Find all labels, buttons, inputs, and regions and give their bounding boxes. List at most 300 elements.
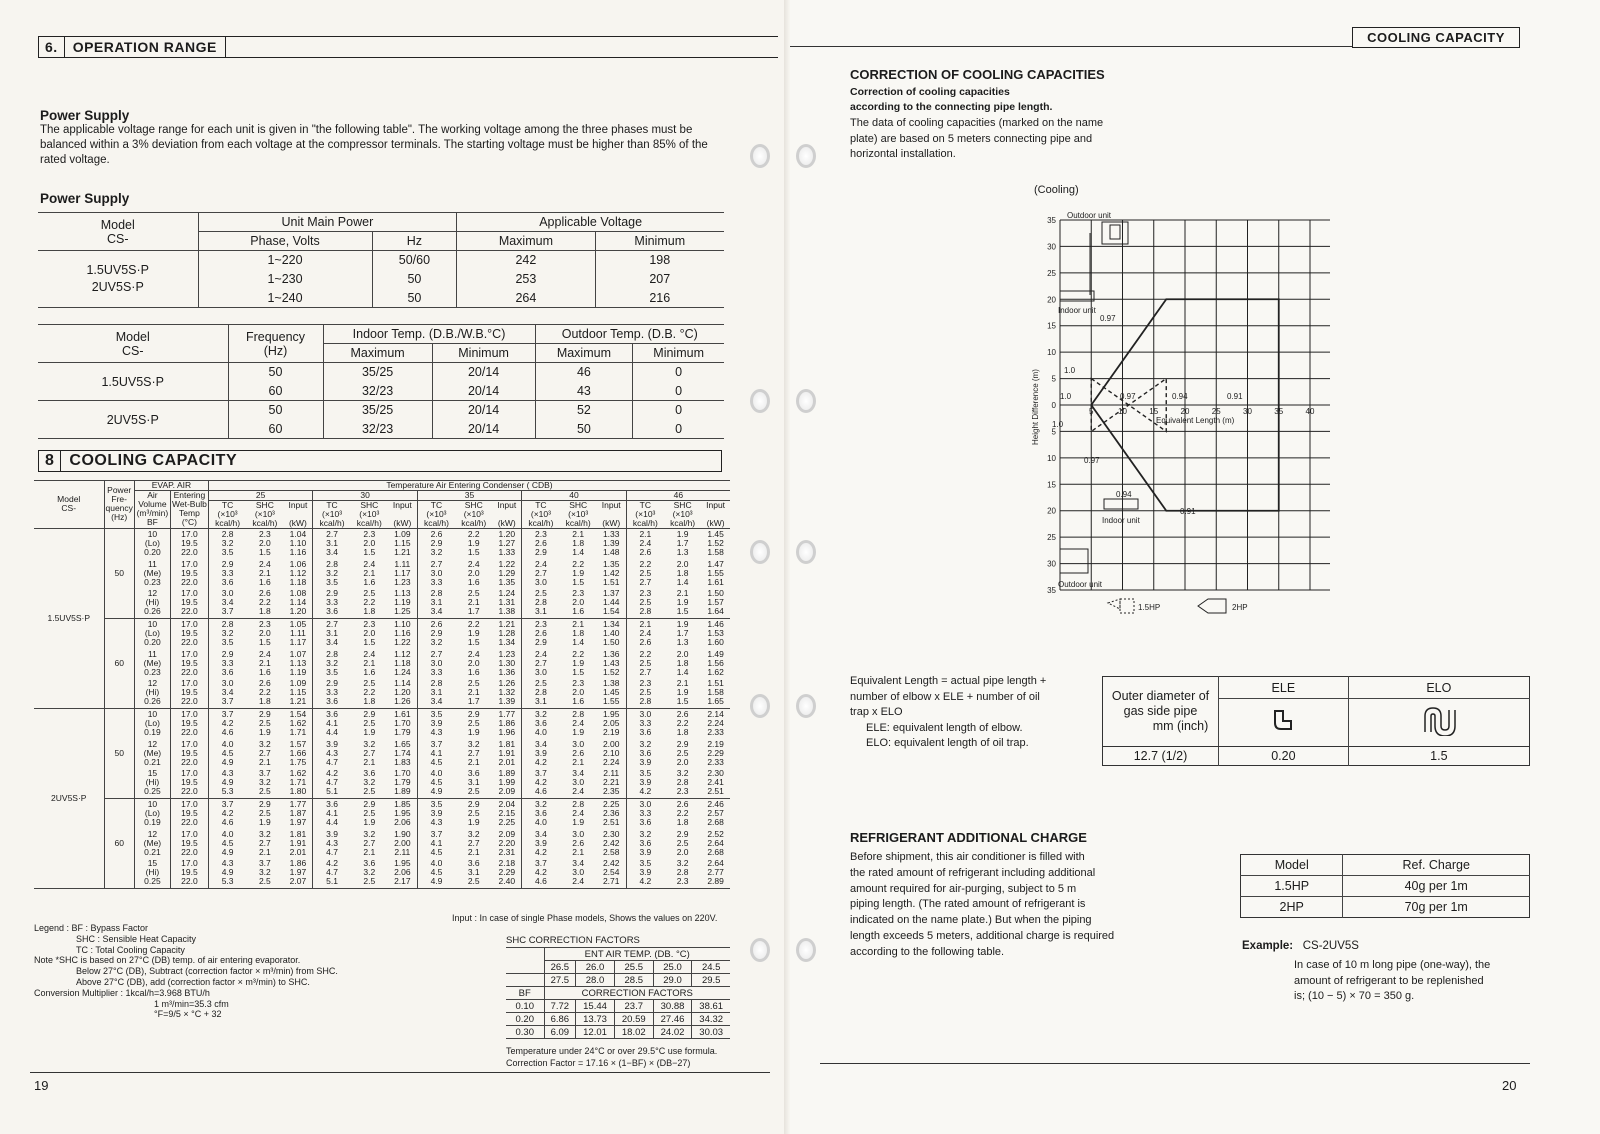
cap-value-line: 4.0: [221, 738, 234, 749]
cap-sub-head: Input: [497, 499, 517, 510]
legend-line: SHC : Sensible Heat Capacity: [76, 933, 197, 944]
cap-value: [313, 678, 351, 708]
cap-freq: 50: [104, 528, 134, 618]
cap-value-line: 3.2: [535, 708, 547, 719]
footer-rule-right: [820, 1063, 1530, 1064]
ref-line: amount required for air-purging, subject to 5 m: [850, 882, 1077, 895]
cap-value-line: 1.54: [602, 606, 620, 617]
cap-value-line: 2.9: [676, 738, 689, 749]
cap-value-line: 2.9: [258, 708, 271, 719]
cap-value-line: 4.2: [639, 786, 652, 797]
shc-cell: 6.86: [544, 1013, 576, 1026]
table-row: [34, 828, 730, 858]
section6-number: 6.: [39, 37, 65, 57]
cap-volume: [134, 618, 170, 648]
shc-db: 24.5: [692, 961, 730, 974]
cap-value-line: 3.4: [572, 858, 585, 869]
cap-value-line: 3.2: [535, 798, 547, 809]
cap-value-line: 2.7: [326, 528, 338, 539]
cap-value: [388, 738, 417, 768]
cap-value-line: 1.9: [572, 726, 585, 737]
cap-value-line: 4.0: [430, 768, 443, 779]
cap-value: [388, 588, 417, 618]
cap-value-line: 2.64: [707, 837, 724, 848]
cap-value-line: 2.8: [326, 558, 338, 569]
cap-unit-head: (kW): [497, 517, 516, 528]
shc-blank: [506, 974, 544, 987]
cap-volume-line: (Lo): [144, 717, 160, 728]
cap-value-line: 2.1: [467, 687, 480, 698]
header-rule: [790, 46, 1352, 47]
section8-header: [38, 450, 722, 472]
cap-value-line: 1.22: [394, 636, 411, 647]
ref-line: the rated amount of refrigerant including additional: [850, 866, 1096, 879]
factor-label: 0.94: [1116, 490, 1132, 499]
cap-value-line: 1.17: [394, 567, 411, 578]
cap-value-line: 2.9: [221, 648, 234, 659]
cap-value: [313, 528, 351, 558]
cap-value-line: 3.1: [535, 606, 547, 617]
cap-value-line: 3.6: [639, 837, 652, 848]
cap-value-line: 3.3: [639, 717, 652, 728]
cap-value-line: 1.5: [676, 696, 689, 707]
cap-value-line: 1.6: [467, 576, 480, 587]
cap-value: [455, 798, 492, 828]
section6-title: OPERATION RANGE: [65, 37, 226, 57]
cap-volume: [134, 768, 170, 798]
cap-value-line: 1.57: [289, 738, 307, 749]
cap-value-line: 1.36: [498, 666, 516, 677]
cap-value-line: 3.6: [326, 696, 338, 707]
cap-value-line: 5.1: [326, 786, 338, 797]
cap-value-line: 1.19: [289, 666, 307, 677]
cap-volume-line: 12: [147, 738, 158, 749]
cap-value-line: 3.6: [221, 666, 234, 677]
cap-value-line: 2.7: [326, 618, 338, 629]
cap-value-line: 3.2: [258, 738, 271, 749]
tt-min-head-2: Minimum: [633, 344, 724, 363]
cap-unit-head: (×10³: [359, 508, 380, 519]
cap-value-line: 1.38: [498, 606, 516, 617]
x-tick-label: 25: [1211, 407, 1221, 416]
cap-value-line: 4.5: [221, 747, 234, 758]
cap-value-line: 2.6: [676, 708, 689, 719]
cap-wetbulb-line: 22.0: [181, 756, 198, 767]
cap-value-line: 2.8: [572, 798, 585, 809]
cap-value-line: 2.2: [572, 558, 585, 569]
cap-volume-line: 0.21: [144, 756, 161, 767]
cap-value-line: 2.1: [639, 618, 652, 629]
cap-value-line: 1.39: [498, 696, 516, 707]
cap-value-line: 4.2: [221, 807, 234, 818]
cap-volume: [134, 798, 170, 828]
cap-value: [522, 588, 560, 618]
cap-value-line: 1.32: [498, 687, 516, 698]
shc-db2: 28.0: [576, 974, 615, 987]
cap-model-head: Model CS-: [57, 494, 81, 514]
cap-value-line: 1.87: [289, 807, 307, 818]
cap-sub-head: SHC: [673, 499, 692, 510]
cap-value: [664, 618, 701, 648]
cap-value-line: 2.8: [639, 696, 652, 707]
cap-wetbulb-line: 19.5: [181, 717, 198, 728]
cap-value-line: 1.07: [289, 648, 307, 659]
cap-value-line: 3.5: [639, 768, 652, 779]
shc-db2: 29.5: [692, 974, 730, 987]
cap-value-line: 1.4: [572, 546, 585, 557]
factor-label: 0.97: [1084, 456, 1100, 465]
cap-value: [313, 798, 351, 828]
cap-unit-head: (kW): [288, 517, 307, 528]
cap-value-line: 3.6: [326, 798, 338, 809]
cap-value-line: 1.8: [258, 606, 271, 617]
correction-title: CORRECTION OF COOLING CAPACITIES: [850, 67, 1105, 82]
ps-min-head: Minimum: [595, 232, 724, 251]
cap-value-line: 3.9: [639, 867, 652, 878]
tt-max-head: Maximum: [323, 344, 432, 363]
cap-value-line: 2.9: [221, 558, 234, 569]
cap-value-line: 3.4: [535, 828, 547, 839]
y-tick-label: 10: [1047, 348, 1056, 358]
cap-value: [313, 738, 351, 768]
cap-wetbulb-line: 19.5: [181, 867, 198, 878]
cap-value-line: 1.30: [498, 657, 516, 668]
right-page: [790, 0, 1600, 1134]
cap-value-line: 2.24: [602, 756, 620, 767]
binder-hole: [796, 144, 816, 168]
cap-value: [351, 858, 388, 888]
cap-value-line: 2.0: [676, 558, 689, 569]
cap-value-line: 1.31: [498, 597, 516, 608]
cap-temp-40: 40: [522, 490, 626, 500]
cap-value-line: 2.1: [363, 567, 376, 578]
factor-label: 0.97: [1100, 314, 1116, 323]
cap-value-line: 1.50: [602, 636, 620, 647]
cap-value-line: 2.19: [707, 738, 724, 749]
cap-value-line: 4.3: [326, 837, 338, 848]
cap-wetbulb: [170, 588, 208, 618]
cap-value-line: 2.1: [258, 567, 271, 578]
cap-value-line: 3.5: [639, 858, 652, 869]
ps-cell: 207: [595, 270, 724, 289]
cap-value: [313, 828, 351, 858]
cap-wetbulb-line: 17.0: [181, 858, 198, 869]
cap-value-line: 2.1: [572, 528, 585, 539]
cap-value-line: 2.25: [602, 798, 620, 809]
cap-value-line: 1.04: [289, 528, 307, 539]
cap-value-line: 1.6: [363, 576, 376, 587]
cap-value-line: 2.2: [258, 597, 271, 608]
cap-value-line: 3.6: [535, 807, 547, 818]
cap-value-line: 1.33: [602, 528, 620, 539]
binder-hole: [796, 540, 816, 564]
cap-value-line: 1.09: [289, 678, 307, 689]
cap-value-line: 3.7: [258, 768, 271, 779]
cap-value: [522, 858, 560, 888]
cap-value: [313, 648, 351, 678]
cap-air-head: Air Volume (m³/min) BF: [134, 490, 170, 528]
cap-value-line: 1.81: [498, 738, 516, 749]
cap-value-line: 4.9: [221, 777, 234, 788]
legend-line: Above 27°C (DB), add (correction factor × m³/min) to SHC.: [76, 976, 310, 987]
cap-value-line: 2.1: [363, 756, 376, 767]
cap-value-line: 1.4: [676, 666, 689, 677]
elo-head: ELO: [1348, 677, 1529, 699]
y-tick-label: 5: [1051, 374, 1056, 384]
cap-value-line: 2.0: [363, 537, 376, 548]
table-row: [34, 648, 730, 678]
cap-value-line: 4.9: [430, 786, 443, 797]
chart-title: (Cooling): [1034, 184, 1079, 196]
cap-value-line: 2.9: [535, 636, 547, 647]
binder-hole: [750, 938, 770, 962]
cap-value-line: 2.4: [639, 537, 652, 548]
cap-value-line: 2.6: [639, 636, 652, 647]
ps-cell: 50: [372, 270, 457, 289]
cap-value-line: 1.52: [707, 537, 724, 548]
equiv-line: trap x ELO: [850, 706, 903, 718]
refrigerant-title: REFRIGERANT ADDITIONAL CHARGE: [850, 830, 1087, 845]
cap-value-line: 1.24: [394, 666, 411, 677]
cap-value-line: 4.5: [221, 837, 234, 848]
cap-value-line: 1.5: [467, 546, 480, 557]
cap-value: [664, 648, 701, 678]
cap-value: [313, 618, 351, 648]
cap-value: [664, 828, 701, 858]
cap-value: [560, 528, 597, 558]
cap-value-line: 1.91: [289, 837, 307, 848]
y-axis-label: Height Difference (m): [1031, 369, 1040, 445]
cap-value-line: 3.2: [639, 828, 652, 839]
cap-value: [664, 738, 701, 768]
cap-value-line: 4.3: [326, 747, 338, 758]
cap-value-line: 1.7: [467, 696, 480, 707]
cap-value: [313, 858, 351, 888]
cap-unit-head: kcal/h): [208, 519, 246, 528]
cap-value-line: 2.6: [639, 546, 652, 557]
cap-value-line: 2.71: [602, 876, 620, 887]
cap-value-line: 2.1: [676, 678, 689, 689]
tt-cell: 32/23: [323, 382, 432, 401]
shc-cell: 27.46: [653, 1013, 692, 1026]
cap-value: [560, 678, 597, 708]
legend-2hp-icon: [1198, 599, 1226, 613]
cap-value-line: 2.5: [535, 588, 547, 599]
cap-value: [388, 708, 417, 738]
cap-unit-head: kcal/h): [626, 519, 664, 528]
cap-value-line: 1.46: [707, 618, 724, 629]
cap-volume-line: (Lo): [144, 627, 160, 638]
table-row: [506, 1013, 730, 1026]
cap-value-line: 1.64: [707, 606, 724, 617]
oil-trap-icon: [1348, 699, 1529, 747]
cap-value-line: 5.3: [221, 876, 234, 887]
cap-freq: 60: [104, 618, 134, 708]
cap-value-line: 2.8: [639, 606, 652, 617]
cap-value-line: 2.17: [394, 876, 411, 887]
cap-value-line: 1.9: [258, 726, 271, 737]
cap-value-line: 2.1: [572, 618, 585, 629]
cap-value-line: 3.9: [326, 828, 338, 839]
cap-value-line: 2.33: [707, 756, 724, 767]
cap-value: [351, 708, 388, 738]
table-row: [506, 1026, 730, 1039]
cap-value-line: 1.7: [676, 537, 689, 548]
cap-value-line: 2.5: [639, 657, 652, 668]
cap-unit-head: kcal/h): [565, 517, 591, 528]
temperature-table: [38, 324, 724, 439]
right-header: COOLING CAPACITY: [1352, 27, 1520, 48]
cap-value-line: 1.51: [602, 576, 620, 587]
cap-value-line: 3.9: [639, 846, 652, 857]
cap-value: [664, 528, 701, 558]
cap-value-line: 2.10: [602, 747, 620, 758]
cap-value-line: 1.62: [289, 717, 307, 728]
cap-value-line: 2.4: [467, 558, 480, 569]
cap-value: [701, 768, 730, 798]
x-axis-label: Equivalent Length (m): [1156, 416, 1235, 425]
equiv-line: Equivalent Length = actual pipe length +: [850, 675, 1047, 687]
cap-value: [492, 618, 521, 648]
cap-value: [664, 678, 701, 708]
cap-value-line: 4.7: [326, 756, 338, 767]
cap-volume-line: 0.19: [144, 726, 161, 737]
cap-value-line: 2.1: [363, 657, 376, 668]
cap-value: [455, 768, 492, 798]
cap-value: [417, 618, 455, 648]
cap-wetbulb-line: 19.5: [181, 777, 198, 788]
cap-value-line: 2.5: [467, 786, 480, 797]
cap-value-line: 1.53: [707, 627, 724, 638]
cap-value-line: 3.0: [221, 588, 234, 599]
cap-value-line: 1.16: [394, 627, 411, 638]
cap-value: [388, 558, 417, 588]
y-tick-label: 10: [1047, 453, 1056, 463]
binder-hole: [750, 389, 770, 413]
cap-value-line: 2.5: [535, 678, 547, 689]
legend-line: Legend : BF : Bypass Factor: [34, 923, 149, 933]
cap-wetbulb-line: 22.0: [181, 816, 198, 827]
cap-value-line: 3.9: [535, 837, 547, 848]
tt-model-1: 1.5UV5S·P: [38, 363, 228, 401]
cap-value-line: 4.6: [535, 786, 547, 797]
cap-value-line: 2.1: [467, 846, 480, 857]
x-tick-label: 15: [1149, 407, 1159, 416]
tt-min-head: Minimum: [432, 344, 535, 363]
cap-value: [283, 648, 312, 678]
outdoor-unit-icon-bottom: [1060, 549, 1088, 573]
cap-value-line: 2.4: [572, 786, 585, 797]
cap-value-line: 2.5: [467, 717, 480, 728]
cap-value-line: 1.75: [289, 756, 307, 767]
cap-value-line: 2.1: [572, 756, 585, 767]
cap-value-line: 1.9: [676, 528, 689, 539]
cap-value-line: 4.5: [430, 867, 443, 878]
cap-sub-head: TC: [522, 500, 560, 509]
tt-freq-head: Frequency (Hz): [228, 325, 323, 363]
cap-value: [351, 678, 388, 708]
legend-line: Conversion Multiplier : 1kcal/h=3.968 BTU/h: [34, 987, 210, 998]
cap-value-line: 3.6: [467, 858, 480, 869]
cap-value-line: 1.23: [394, 576, 411, 587]
cap-value-line: 1.90: [394, 828, 411, 839]
tt-cell: 60: [228, 420, 323, 439]
cap-value-line: 2.2: [363, 597, 376, 608]
cap-value: [455, 738, 492, 768]
cap-value: [597, 828, 626, 858]
cap-value: [246, 678, 283, 708]
cap-unit-head: (×10³: [208, 510, 246, 519]
shc-cell: 0.10: [515, 1000, 534, 1012]
cap-value-line: 2.5: [363, 807, 376, 818]
cap-value-line: 3.2: [258, 867, 271, 878]
cap-value-line: 1.9: [467, 537, 480, 548]
cap-freq: 50: [104, 708, 134, 798]
cap-value-line: 1.8: [572, 627, 585, 638]
shc-db: 26.5: [544, 961, 576, 974]
cap-value-line: 4.2: [535, 846, 547, 857]
cap-wetbulb-line: 22.0: [181, 666, 198, 677]
cap-value-line: 2.3: [572, 678, 585, 689]
shc-cell: 38.61: [692, 1000, 730, 1013]
shc-cell: 0.20: [515, 1013, 534, 1025]
cap-value: [560, 768, 597, 798]
shc-cell: 13.73: [576, 1013, 615, 1026]
cap-value: [522, 828, 560, 858]
cap-value-line: 2.9: [467, 798, 480, 809]
cap-value: [701, 588, 730, 618]
cap-value-line: 2.8: [572, 708, 585, 719]
cap-value: [351, 588, 388, 618]
outdoor-unit-label-bottom: Outdoor unit: [1058, 580, 1103, 589]
cap-wetbulb-line: 19.5: [181, 537, 198, 548]
cap-value-line: 1.9: [467, 726, 480, 737]
cap-value-line: 1.38: [602, 678, 620, 689]
tt-cell: 50: [228, 363, 323, 382]
cap-value-line: 2.0: [258, 537, 271, 548]
cap-volume-line: (Me): [143, 747, 162, 758]
shc-cell: 34.32: [692, 1013, 730, 1026]
cap-value-line: 1.09: [394, 528, 411, 539]
ref-charge-head: Ref. Charge: [1343, 855, 1530, 876]
cap-value: [455, 558, 492, 588]
cap-value-line: 2.5: [363, 876, 376, 887]
cap-value-line: 1.61: [707, 576, 724, 587]
cap-value: [522, 798, 560, 828]
ps-hz-head: Hz: [372, 232, 457, 251]
cap-value-line: 4.6: [535, 876, 547, 887]
cap-value-line: 1.6: [572, 696, 585, 707]
cap-value-line: 1.34: [602, 618, 620, 629]
cap-wetbulb: [170, 558, 208, 588]
cap-value-line: 3.9: [430, 717, 443, 728]
cap-value-line: 1.20: [289, 606, 307, 617]
cap-value-line: 1.66: [289, 747, 307, 758]
cap-value-line: 1.6: [572, 606, 585, 617]
cap-value-line: 2.7: [535, 567, 547, 578]
cap-value-line: 2.4: [363, 648, 376, 659]
cap-value-line: 1.4: [572, 636, 585, 647]
cap-value-line: 1.65: [707, 696, 724, 707]
cap-value: [208, 648, 246, 678]
cap-value-line: 2.64: [707, 858, 724, 869]
cap-value-line: 1.05: [289, 618, 307, 629]
cap-value-line: 1.55: [707, 567, 724, 578]
cap-unit-head: (×10³: [568, 508, 589, 519]
cap-value-line: 2.06: [394, 867, 411, 878]
cap-value-line: 1.26: [498, 678, 516, 689]
cap-value-line: 2.01: [289, 846, 307, 857]
